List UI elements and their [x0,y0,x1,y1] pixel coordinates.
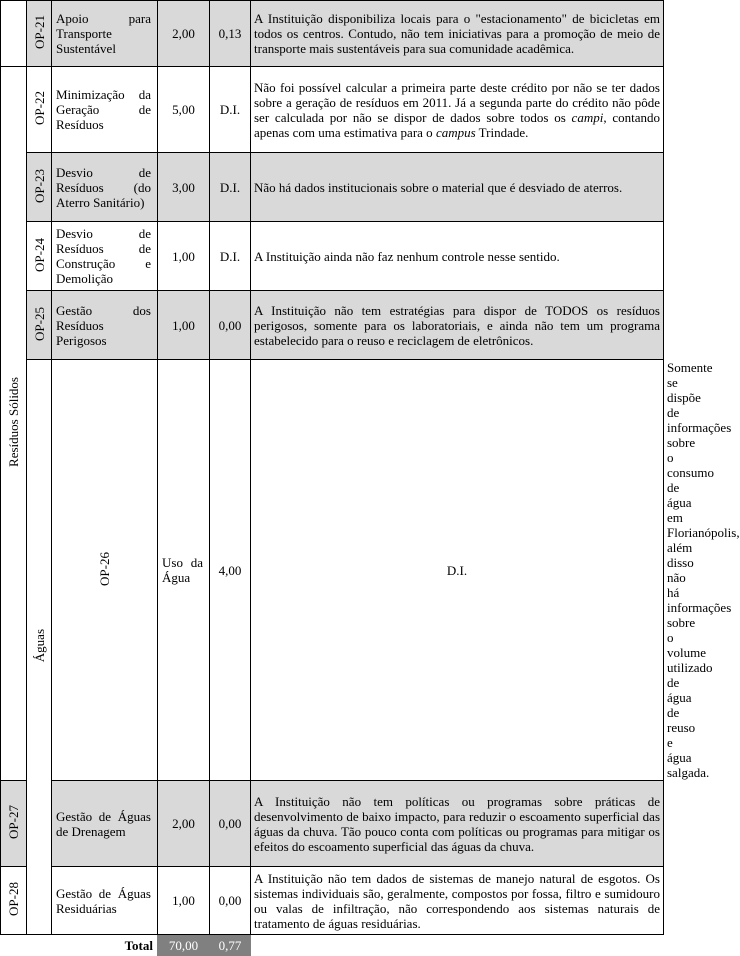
table-row [1,291,664,360]
credit-points: 1,00 [158,222,210,291]
credit-score: D.I. [210,67,251,153]
table-row [1,153,664,222]
credit-score: D.I. [210,153,251,222]
credit-description: A Instituição não tem dados de sistemas de manejo natural de esgotos. Os sistemas individuais são, geralmente, compostos por fossa, filtro e sumidouro ou valas de infiltração, não correspondendo aos sistemas naturais de tratamento de águas residuárias. [251,867,664,935]
credit-description: A Instituição não tem políticas ou programas sobre práticas de desenvolvimento de baixo impacto, para reduzir o escoamento superficial das águas da chuva. Tão pouco conta com políticas ou programas para mitigar os efeitos do escoamento superficial das águas da chuva. [251,781,664,867]
credit-code: OP-23 [27,153,52,222]
credit-code: OP-22 [27,67,52,153]
credit-description: Não há dados institucionais sobre o material que é desviado de aterros. [251,153,664,222]
table-row [1,67,664,153]
credit-score: D.I. [210,222,251,291]
credit-score: 0,13 [210,1,251,67]
credit-name: Desvio de Resíduos de Construção e Demolição [52,222,158,291]
credit-score: 0,00 [210,291,251,360]
credit-name: Apoio para Transporte Sustentável [52,1,158,67]
total-row [1,935,664,956]
credit-points: 4,00 [210,360,251,781]
credit-name: Desvio de Resíduos (do Aterro Sanitário) [52,153,158,222]
credit-code: OP-25 [27,291,52,360]
credit-code: OP-21 [27,1,52,67]
credit-code: OP-27 [1,781,27,867]
credit-name: Gestão dos Resíduos Perigosos [52,291,158,360]
credit-description: Não foi possível calcular a primeira parte deste crédito por não se ter dados sobre a geração de resíduos em 2011. Já a segunda parte do crédito não pôde ser calculada por não se dispor de dados sobre todos os campi, contando apenas com uma estimativa para o campus Trindade. [251,67,664,153]
category-cell-empty [1,1,27,67]
credit-description: A Instituição disponibiliza locais para o "estacionamento" de bicicletas em todos os centros. Contudo, não tem iniciativas para a promoção de meio de transporte mais sustentáveis para sua comunidade acadêmica. [251,1,664,67]
credit-points: 3,00 [158,153,210,222]
credit-points: 2,00 [158,1,210,67]
credit-code: OP-24 [27,222,52,291]
table-row: Águas OP-26 Uso da Água 4,00 D.I. Somente se dispõe de informações sobre o consumo de água em Florianópolis, além disso não há informações sobre o volume utilizado de água de reuso e água salgada. [1,360,664,781]
total-score: 0,77 [210,935,251,956]
credit-score: 0,00 [210,781,251,867]
table-row [1,222,664,291]
table-row [1,1,664,67]
total-points: 70,00 [158,935,210,956]
credit-points: 1,00 [158,291,210,360]
credit-points: 5,00 [158,67,210,153]
credit-score: D.I. [251,360,664,781]
table-row [1,781,664,867]
credit-name: Uso da Água [158,360,210,781]
credit-score: 0,00 [210,867,251,935]
table-row [1,867,664,935]
credit-description: A Instituição ainda não faz nenhum controle nesse sentido. [251,222,664,291]
credit-name: Gestão de Águas de Drenagem [52,781,158,867]
credit-code: OP-28 [1,867,27,935]
credit-code: OP-26 [52,360,158,781]
category-aguas: Águas [27,360,52,935]
credit-description: A Instituição não tem estratégias para dispor de TODOS os resíduos perigosos, somente para os laboratoriais, e ainda não tem um programa estabelecido para o reuso e reciclagem de eletrônicos. [251,291,664,360]
category-residuos: Resíduos Sólidos [1,67,27,781]
credit-points: 2,00 [158,781,210,867]
credit-name: Gestão de Águas Residuárias [52,867,158,935]
credit-name: Minimização da Geração de Resíduos [52,67,158,153]
total-label: Total [124,937,153,953]
credit-points: 1,00 [158,867,210,935]
